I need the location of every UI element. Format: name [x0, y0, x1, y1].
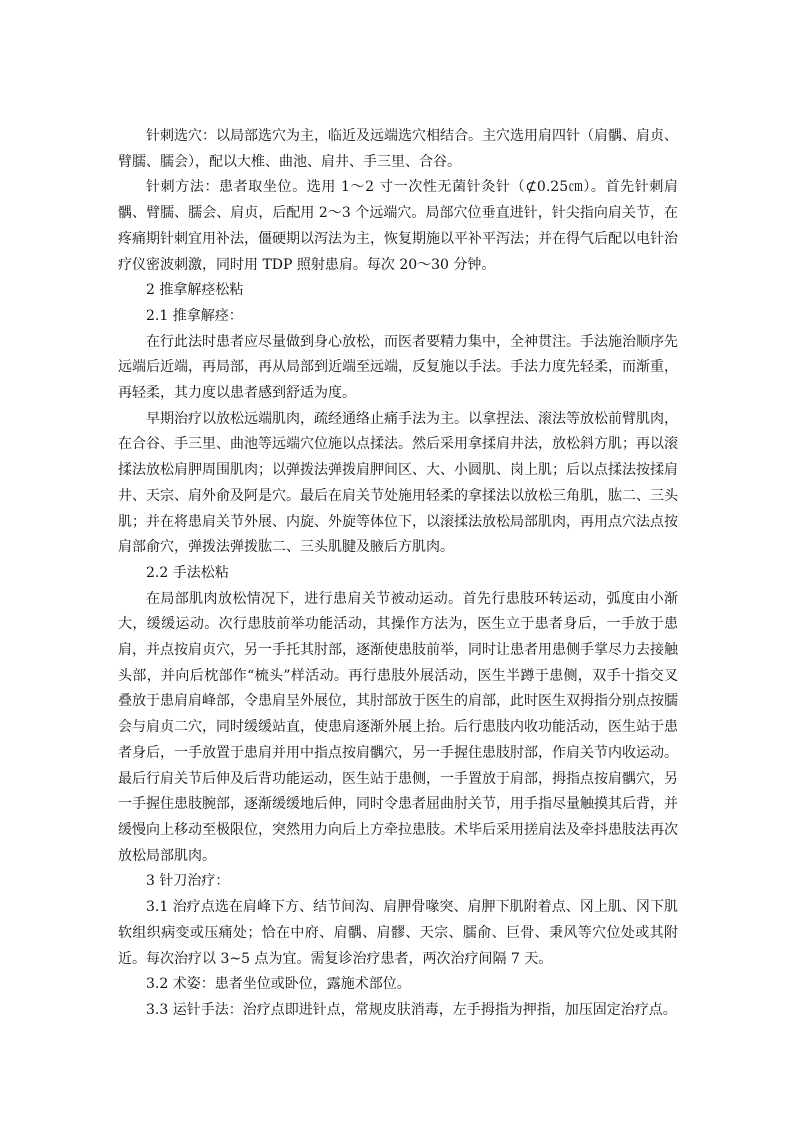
paragraph-massage-principles: 在行此法时患者应尽量做到身心放松，而医者要精力集中，全神贯注。手法施治顺序先远端后近端，再局部，再从局部到近端至远端，反复施以手法。手法力度先轻柔，而渐重，再轻柔，其力度以患者感到舒适为度。: [118, 333, 678, 402]
document-body: [118, 124, 678, 1024]
paragraph-needling-method: 针刺方法：患者取坐位。选用 1～2 寸一次性无菌针灸针（⊄0.25㎝）。首先针刺肩髃、臂臑、臑会、肩贞，后配用 2～3 个远端穴。局部穴位垂直进针，针尖指向肩关节，在疼痛期针刺宜用补法，僵硬期以泻法为主，恢复期施以平补平泻法；并在得气后配以电针治疗仪密波刺激，同时用 TDP 照射患肩。每次 20～30 分钟。: [118, 179, 678, 273]
paragraph-acupoint-selection: 针刺选穴：以局部选穴为主，临近及远端选穴相结合。主穴选用肩四针（肩髃、肩贞、臂臑、臑会），配以大椎、曲池、肩井、手三里、合谷。: [118, 128, 678, 170]
paragraph-needle-technique: 3.3 运针手法：治疗点即进针点，常规皮肤消毒，左手拇指为押指，加压固定治疗点。: [146, 1001, 677, 1018]
paragraph-treatment-points: 3.1 治疗点选在肩峰下方、结节间沟、肩胛骨喙突、肩胛下肌附着点、冈上肌、冈下肌软组织病变或压痛处；恰在中府、肩髃、肩髎、天宗、臑俞、巨骨、秉风等穴位处或其附近。每次治疗以 3~5 点为宜。需复诊治疗患者，两次治疗间隔 7 天。: [118, 899, 678, 967]
paragraph-manual-release: 在局部肌肉放松情况下，进行患肩关节被动运动。首先行患肢环转运动，弧度由小渐大，缓缓运动。次行患肢前举功能活动，其操作方法为，医生立于患者身后，一手放于患肩，并点按肩贞穴，另一手托其肘部，逐渐使患肢前举，同时让患者用患侧手掌尽力去接触头部，并向后枕部作“梳头”样活动。再行患肢外展活动，医生半蹲于患侧，双手十指交叉叠放于患肩肩峰部，令患肩呈外展位，其肘部放于医生的肩部，此时医生双拇指分别点按臑会与肩贞二穴，同时缓缓站直，使患肩逐渐外展上抬。后行患肢内收功能活动，医生站于患者身后，一手放置于患肩并用中指点按肩髃穴，另一手握住患肢肘部，作肩关节内收运动。最后行肩关节后伸及后背功能运动，医生站于患侧，一手置放于肩部，拇指点按肩髃穴，另一手握住患肢腕部，逐渐缓缓地后伸，同时令患者屈曲肘关节，用手指尽量触摸其后背，并缓慢向上移动至极限位，突然用力向后上方牵拉患肢。术毕后采用搓肩法及牵抖患肢法再次放松局部肌肉。: [118, 590, 678, 864]
heading-section-3: 3 针刀治疗：: [146, 873, 230, 890]
heading-section-2-2: 2.2 手法松粘: [146, 564, 229, 581]
heading-section-2: 2 推拿解痉松粘: [146, 282, 244, 299]
paragraph-early-treatment: 早期治疗以放松远端肌肉，疏经通络止痛手法为主。以拿捏法、滚法等放松前臂肌肉，在合谷、手三里、曲池等远端穴位施以点揉法。然后采用拿揉肩井法，放松斜方肌；再以滚揉法放松肩胛周围肌肉；以弹拨法弹拨肩胛间区、大、小圆肌、岗上肌；后以点揉法按揉肩井、天宗、肩外俞及阿是穴。最后在肩关节处施用轻柔的拿揉法以放松三角肌，肱二、三头肌；并在将患肩关节外展、内旋、外旋等体位下，以滚揉法放松局部肌肉，再用点穴法点按肩部俞穴，弹拨法弹拨肱二、三头肌腱及腋后方肌肉。: [118, 410, 678, 556]
heading-section-2-1: 2.1 推拿解痉：: [146, 307, 243, 324]
paragraph-posture: 3.2 术姿：患者坐位或卧位，露施术部位。: [146, 976, 411, 993]
